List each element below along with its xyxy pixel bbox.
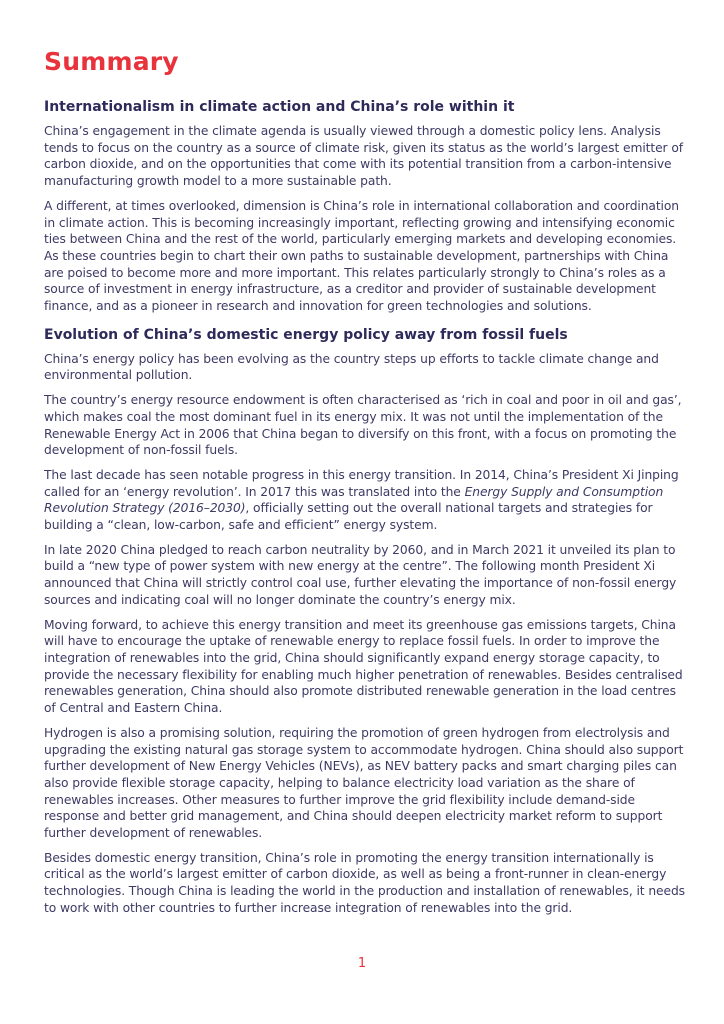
paragraph: China’s engagement in the climate agenda is usually viewed through a domestic policy lens. Analysis tends to focus on the country as a source of climate risk, given its status as the world’s largest emitter of carbon dioxide, and on the opportunities that come with its potential transition from a carbon-intensive manufacturing growth model to a more sustainable path. [44, 124, 683, 189]
section-heading: Evolution of China’s domestic energy policy away from fossil fuels [44, 326, 568, 343]
paragraph: The country’s energy resource endowment is often characterised as ‘rich in coal and poor in oil and gas’, which makes coal the most dominant fuel in its energy mix. It was not until the implementation of the Renewable Energy Act in 2006 that China began to diversify on this front, with a focus on promoting the development of non-fossil fuels. [44, 393, 682, 458]
document-body [44, 97, 688, 925]
section-internationalism [44, 97, 688, 315]
section-heading: Internationalism in climate action and China’s role within it [44, 99, 515, 115]
paragraph-with-italic [44, 467, 688, 534]
page-title: Summary [44, 47, 179, 76]
page-number: 1 [357, 956, 367, 971]
paragraph: Hydrogen is also a promising solution, requiring the promotion of green hydrogen from electrolysis and upgrading the existing natural gas storage system to accommodate hydrogen. China should also support further development of New Energy Vehicles (NEVs), as NEV battery packs and smart charging piles can also provide flexible storage capacity, helping to balance electricity load variation as the share of renewables increases. Other measures to further improve the grid flexibility include demand-side response and better grid management, and China should deepen electricity market reform to support further development of renewables. [44, 725, 684, 841]
paragraph: A different, at times overlooked, dimension is China’s role in international collaboration and coordination in climate action. This is becoming increasingly important, reflecting growing and intensifying economic ties between China and the rest of the world, particularly emerging markets and developing economies. As these countries begin to chart their own paths to sustainable development, partnerships with China are poised to become more and more important. This relates particularly strongly to China’s roles as a source of investment in energy infrastructure, as a creditor and provider of sustainable development finance, and as a pioneer in research and innovation for green technologies and solutions. [44, 198, 679, 314]
paragraph: In late 2020 China pledged to reach carbon neutrality by 2060, and in March 2021 it unveiled its plan to build a “new type of power system with new energy at the centre”. The following month President Xi announced that China will strictly control coal use, further elevating the importance of non-fossil energy sources and indicating coal will no longer dominate the country’s energy mix. [44, 542, 677, 607]
section-domestic-energy-policy [44, 325, 688, 917]
paragraph: China’s energy policy has been evolving as the country steps up efforts to tackle climate change and environmental pollution. [44, 351, 659, 383]
paragraph-text: , officially setting out the overall national targets and strategies for building a “clean, low-carbon, safe and efficient” energy system. [44, 501, 653, 533]
paragraph: Moving forward, to achieve this energy transition and meet its greenhouse gas emissions targets, China will have to encourage the uptake of renewable energy to replace fossil fuels. In order to improve the integration of renewables into the grid, China should significantly expand energy storage capacity, to provide the necessary flexibility for enabling much higher penetration of renewables. Besides centralised renewables generation, China should also promote distributed renewable generation in the load centres of Central and Eastern China. [44, 617, 683, 716]
strategy-title: Energy Supply and Consumption Revolution Strategy (2016–2030) [44, 484, 664, 516]
paragraph: Besides domestic energy transition, China’s role in promoting the energy transition internationally is critical as the world’s largest emitter of carbon dioxide, as well as being a front-runner in clean-energy technologies. Though China is leading the world in the production and installation of renewables, it needs to work with other countries to further increase integration of renewables into the grid. [44, 850, 685, 915]
paragraph-text: The last decade has seen notable progress in this energy transition. In 2014, China’s President Xi Jinping called for an ‘energy revolution’. In 2017 this was translated into the [44, 467, 679, 499]
